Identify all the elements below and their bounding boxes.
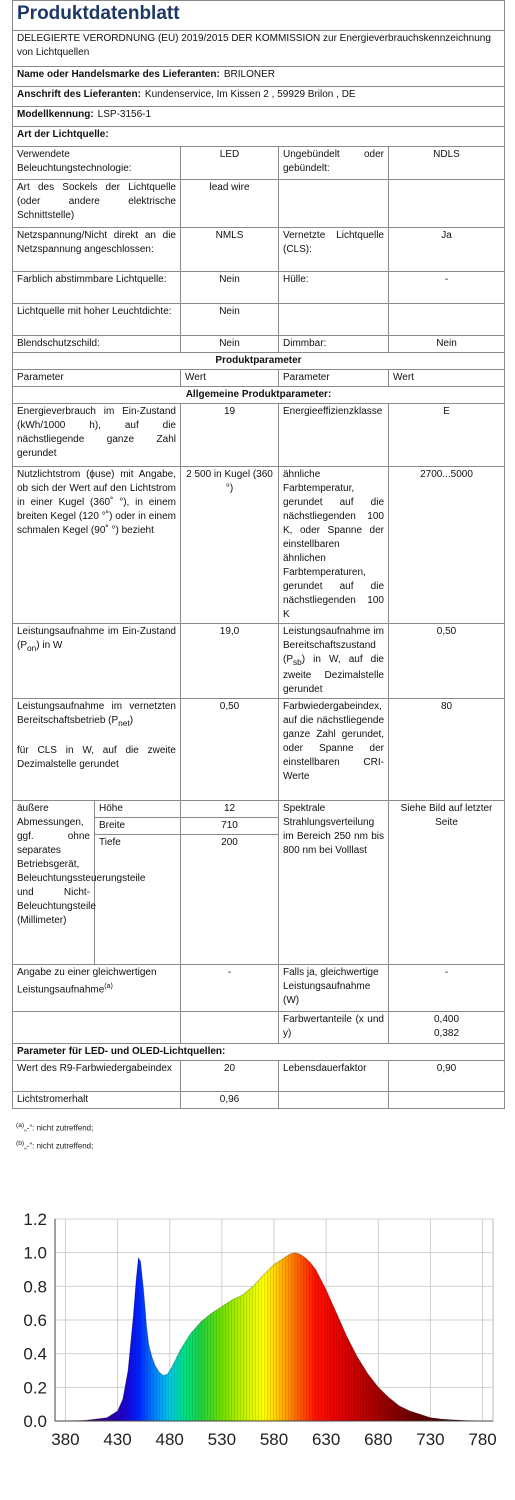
depth-value: 200 bbox=[181, 835, 279, 965]
empty-cell-d bbox=[389, 1092, 505, 1109]
spectral-label: Spektrale Strahlungsverteilung im Bereich 250 nm bis 800 nm bei Volllast bbox=[279, 801, 389, 965]
footnote-b-mark: (b) bbox=[16, 1139, 25, 1147]
empty-cell-a bbox=[13, 1012, 181, 1044]
psb-sub: sb bbox=[293, 657, 302, 667]
light-source-header: Art der Lichtquelle: bbox=[13, 127, 505, 147]
x-tick-label: 630 bbox=[311, 1430, 341, 1449]
lumen-maintenance-value: 0,96 bbox=[181, 1092, 279, 1109]
cct-value: 2700...5000 bbox=[389, 467, 505, 624]
x-tick-label: 530 bbox=[207, 1430, 237, 1449]
supplier-address-label: Anschrift des Lieferanten: bbox=[17, 89, 141, 100]
y-tick-label: 0.4 bbox=[23, 1344, 47, 1364]
supplier-name-row bbox=[13, 67, 505, 87]
ls-value-6b: Nein bbox=[389, 336, 505, 353]
model-label: Modellkennung: bbox=[17, 109, 94, 120]
equiv-label bbox=[13, 965, 181, 1012]
pnet-sub: net bbox=[118, 718, 130, 728]
r9-label: Wert des R9-Farbwiedergabeindex bbox=[13, 1061, 181, 1092]
pon-label-unit: ) in W bbox=[36, 640, 63, 651]
pon-value: 19,0 bbox=[181, 624, 279, 699]
led-params-header: Parameter für LED- und OLED-Lichtquellen: bbox=[13, 1044, 505, 1061]
supplier-name-label: Name oder Handelsmarke des Lieferanten: bbox=[17, 69, 220, 80]
energy-consumption-label: Energieverbrauch im Ein-Zustand (kWh/1000 h), auf die nächstliegende ganze Zahl gerundet bbox=[13, 404, 181, 467]
ls-label-1b: Ungebündelt oder gebündelt: bbox=[279, 147, 389, 180]
product-params-header: Produktparameter bbox=[13, 353, 505, 370]
y-tick-label: 0.6 bbox=[23, 1311, 47, 1330]
ls-value-4b: - bbox=[389, 272, 505, 304]
y-tick-label: 0.2 bbox=[23, 1378, 47, 1398]
equiv-value: - bbox=[181, 965, 279, 1012]
height-value: 12 bbox=[181, 801, 279, 818]
x-tick-label: 480 bbox=[155, 1430, 184, 1449]
depth-label: Tiefe bbox=[95, 835, 181, 965]
ls-label-2a: Art des Sockels der Lichtquelle (oder andere elektrische Schnittstelle) bbox=[13, 180, 181, 228]
luminous-flux-value: 2 500 in Kugel (360 °) bbox=[181, 467, 279, 624]
general-params-header: Allgemeine Produktparameter: bbox=[13, 387, 505, 404]
energy-class-label: Energieeffizienzklasse bbox=[279, 404, 389, 467]
equiv-sup: (a) bbox=[104, 983, 113, 990]
chroma-y: 0,382 bbox=[433, 1028, 460, 1039]
x-tick-label: 730 bbox=[416, 1430, 445, 1449]
energy-class-value: E bbox=[389, 404, 505, 467]
product-data-sheet bbox=[12, 0, 504, 1109]
equiv2-value: - bbox=[389, 965, 505, 1012]
spectral-distribution-chart bbox=[0, 1205, 515, 1500]
pon-label bbox=[13, 624, 181, 699]
empty-cell-c bbox=[279, 1092, 389, 1109]
x-tick-label: 680 bbox=[364, 1430, 393, 1449]
psb-value: 0,50 bbox=[389, 624, 505, 699]
pnet-label-close: ) bbox=[129, 715, 134, 726]
chroma-label: Farbwertanteile (x und y) bbox=[279, 1012, 389, 1044]
psb-label-unit: ) in W, auf die zweite Dezimalstelle gerundet bbox=[283, 654, 384, 695]
ls-value-5b bbox=[389, 304, 505, 336]
pnet-label bbox=[13, 699, 181, 801]
ls-value-4a: Nein bbox=[181, 272, 279, 304]
footnote-a bbox=[16, 1118, 93, 1136]
width-value: 710 bbox=[181, 818, 279, 835]
width-label: Breite bbox=[95, 818, 181, 835]
equiv-label-text: Angabe zu einer gleichwertigen Leistungsaufnahme bbox=[17, 967, 157, 996]
equiv2-label: Falls ja, gleichwertige Leistungsaufnahme (W) bbox=[279, 965, 389, 1012]
chroma-x: 0,400 bbox=[433, 1014, 460, 1025]
lumen-maintenance-label: Lichtstromerhalt bbox=[13, 1092, 181, 1109]
model-row bbox=[13, 107, 505, 127]
x-tick-label: 780 bbox=[468, 1430, 497, 1449]
x-tick-label: 380 bbox=[51, 1430, 80, 1449]
energy-consumption-value: 19 bbox=[181, 404, 279, 467]
ls-value-3a: NMLS bbox=[181, 228, 279, 272]
ls-label-6a: Blendschutzschild: bbox=[13, 336, 181, 353]
cri-value: 80 bbox=[389, 699, 505, 801]
y-tick-label: 0.8 bbox=[23, 1277, 47, 1297]
footnote-a-mark: (a) bbox=[16, 1122, 25, 1129]
col-header-value-2: Wert bbox=[389, 370, 505, 387]
footnote-b-text: „-“: nicht zutreffend; bbox=[24, 1141, 94, 1151]
ls-value-1a: LED bbox=[181, 147, 279, 180]
product-data-table bbox=[12, 0, 505, 1109]
ls-label-4a: Farblich abstimmbare Lichtquelle: bbox=[13, 272, 181, 304]
lifetime-factor-label: Lebensdauerfaktor bbox=[279, 1061, 389, 1092]
page-title: Produktdatenblatt bbox=[13, 1, 505, 31]
r9-value: 20 bbox=[181, 1061, 279, 1092]
footnote-b bbox=[16, 1136, 93, 1154]
y-tick-label: 1.0 bbox=[23, 1243, 47, 1263]
col-header-value-1: Wert bbox=[181, 370, 279, 387]
dimensions-label: äußere Abmessungen, ggf. ohne separates Betriebsgerät, Beleuchtungssteuerungsteile und Nicht-Beleuchtungsteile (Millimeter) bbox=[13, 801, 95, 965]
ls-value-2b bbox=[389, 180, 505, 228]
ls-label-5b bbox=[279, 304, 389, 336]
ls-label-1a: Verwendete Beleuchtungstechnologie: bbox=[13, 147, 181, 180]
ls-label-4b: Hülle: bbox=[279, 272, 389, 304]
x-tick-label: 430 bbox=[103, 1430, 132, 1449]
ls-label-6b: Dimmbar: bbox=[279, 336, 389, 353]
chroma-values bbox=[389, 1012, 505, 1044]
empty-cell-b bbox=[181, 1012, 279, 1044]
y-tick-label: 0.0 bbox=[23, 1412, 47, 1431]
footnote-a-text: „-“: nicht zutreffend; bbox=[24, 1123, 94, 1133]
col-header-param-1: Parameter bbox=[13, 370, 181, 387]
pnet-label-2: für CLS in W, auf die zweite Dezimalstelle gerundet bbox=[17, 745, 176, 770]
cct-label: ähnliche Farbtemperatur, gerundet auf die nächstliegenden 100 K, oder Spanne der einstellbaren ähnlichen Farbtemperaturen, gerundet auf die nächstliegenden 100 K bbox=[279, 467, 389, 624]
ls-value-1b: NDLS bbox=[389, 147, 505, 180]
ls-value-6a: Nein bbox=[181, 336, 279, 353]
ls-label-2b bbox=[279, 180, 389, 228]
regulation-text: DELEGIERTE VERORDNUNG (EU) 2019/2015 DER KOMMISSION zur Energieverbrauchskennzeichnung von Lichtquellen bbox=[13, 31, 505, 67]
col-header-param-2: Parameter bbox=[279, 370, 389, 387]
pnet-value: 0,50 bbox=[181, 699, 279, 801]
footnotes bbox=[16, 1118, 93, 1153]
pon-sub: on bbox=[27, 643, 37, 653]
supplier-address-row bbox=[13, 87, 505, 107]
luminous-flux-label: Nutzlichtstrom (ϕuse) mit Angabe, ob sich der Wert auf den Lichtstrom in einer Kugel (360˚ °), in einem breiten Kegel (120 °˚) oder in einem schmalen Kegel (90˚ °) bezieht bbox=[13, 467, 181, 624]
psb-label bbox=[279, 624, 389, 699]
supplier-name: BRILONER bbox=[223, 69, 275, 80]
spectral-value: Siehe Bild auf letzter Seite bbox=[389, 801, 505, 965]
pnet-label-text: Leistungsaufnahme im vernetzten Bereitschaftsbetrieb (P bbox=[17, 701, 176, 726]
ls-label-5a: Lichtquelle mit hoher Leuchtdichte: bbox=[13, 304, 181, 336]
supplier-address: Kundenservice, Im Kissen 2 , 59929 Brilon , DE bbox=[144, 89, 356, 100]
height-label: Höhe bbox=[95, 801, 181, 818]
y-tick-label: 1.2 bbox=[23, 1210, 47, 1229]
psb-label-text: Leistungsaufnahme im Bereitschaftszustand (P bbox=[283, 626, 384, 665]
ls-label-3a: Netzspannung/Nicht direkt an die Netzspannung angeschlossen: bbox=[13, 228, 181, 272]
cri-label: Farbwiedergabeindex, auf die nächstliegende ganze Zahl gerundet, oder Spanne der einstellbaren CRI-Werte bbox=[279, 699, 389, 801]
ls-value-3b: Ja bbox=[389, 228, 505, 272]
ls-value-2a: lead wire bbox=[181, 180, 279, 228]
lifetime-factor-value: 0,90 bbox=[389, 1061, 505, 1092]
pon-label-text: Leistungsaufnahme im Ein-Zustand (P bbox=[17, 626, 176, 651]
ls-value-5a: Nein bbox=[181, 304, 279, 336]
model-id: LSP-3156-1 bbox=[97, 109, 152, 120]
x-tick-label: 580 bbox=[259, 1430, 289, 1449]
ls-label-3b: Vernetzte Lichtquelle (CLS): bbox=[279, 228, 389, 272]
